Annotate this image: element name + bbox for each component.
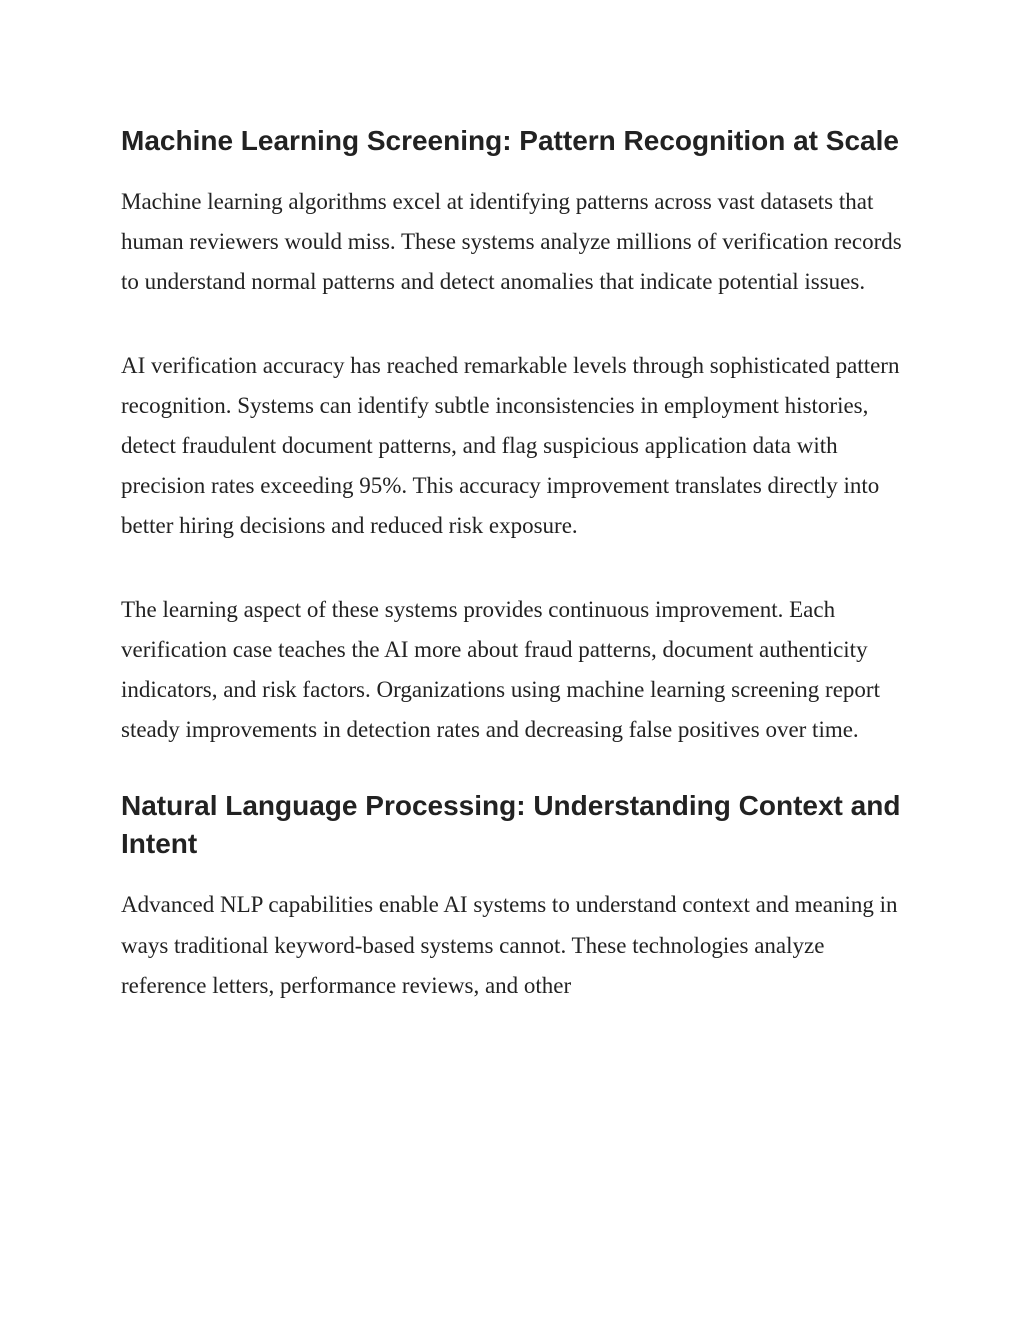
- section-heading: Natural Language Processing: Understanding Context and Intent: [121, 790, 901, 860]
- paragraph: Machine learning algorithms excel at identifying patterns across vast datasets that human reviewers would miss. These systems analyze millions of verification records to understand normal patterns and detect anomalies that indicate potential issues.: [121, 189, 902, 295]
- paragraph: AI verification accuracy has reached remarkable levels through sophisticated pattern recognition. Systems can identify subtle inconsistencies in employment histories, detect fraudulent document patterns, and flag suspicious application data with precision rates exceeding 95%. This accuracy improvement translates directly into better hiring decisions and reduced risk exposure.: [121, 352, 900, 539]
- document-content: [121, 122, 911, 1049]
- paragraph: The learning aspect of these systems provides continuous improvement. Each verification case teaches the AI more about fraud patterns, document authenticity indicators, and risk factors. Organizations using machine learning screening report steady improvements in detection rates and decreasing false positives over time.: [121, 596, 880, 743]
- paragraph: Advanced NLP capabilities enable AI systems to understand context and meaning in ways traditional keyword-based systems cannot. These technologies analyze reference letters, performance reviews, and other: [121, 892, 898, 998]
- section-heading: Machine Learning Screening: Pattern Recognition at Scale: [121, 125, 899, 156]
